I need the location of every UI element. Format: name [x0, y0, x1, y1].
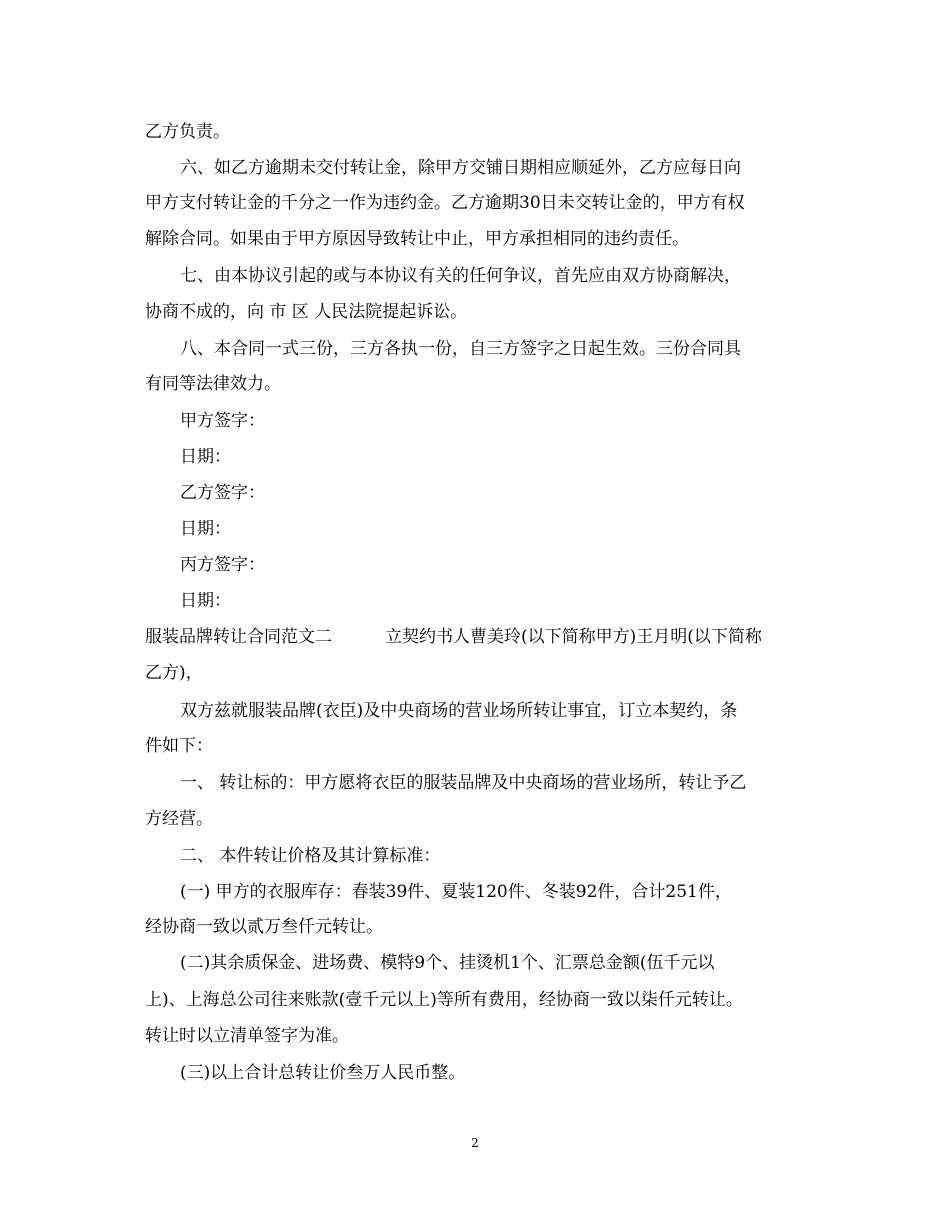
section-title: 服装品牌转让合同范文二: [145, 627, 332, 647]
date-label: 日期：: [180, 591, 231, 611]
text-line: 有同等法律效力。: [145, 374, 281, 394]
date-label: 日期：: [180, 519, 231, 539]
text-line: 转让时以立清单签字为准。: [145, 1026, 349, 1046]
text-line: 件如下：: [145, 736, 213, 756]
text-line: 二、 本件转让价格及其计算标准：: [180, 846, 441, 866]
text-line: 七、由本协议引起的或与本协议有关的任何争议，首先应由双方协商解决，: [180, 266, 741, 286]
date-label: 日期：: [180, 447, 231, 467]
text-line: 一、 转让标的：甲方愿将衣臣的服装品牌及中央商场的营业场所，转让予乙: [180, 773, 747, 793]
signature-label: 乙方签字：: [180, 483, 265, 503]
text-line: (一) 甲方的衣服库存：春装39件、夏装120件、冬装92件，合计251件，: [180, 882, 732, 902]
text-line: 方经营。: [145, 809, 213, 829]
signature-label: 甲方签字：: [180, 411, 265, 431]
text-line: 乙方)，: [145, 663, 203, 683]
page-number: 2: [471, 1136, 479, 1150]
text-line: 经协商一致以贰万叁仟元转让。: [145, 917, 383, 937]
text-line: 乙方负责。: [145, 122, 230, 142]
text-line: (三)以上合计总转让价叁万人民币整。: [180, 1063, 466, 1083]
text-line: 立契约书人曹美玲(以下简称甲方)王月明(以下简称: [385, 627, 762, 647]
text-line: 双方兹就服装品牌(衣臣)及中央商场的营业场所转让事宜，订立本契约，条: [180, 701, 738, 721]
text-line: 六、如乙方逾期未交付转让金，除甲方交铺日期相应顺延外，乙方应每日向: [180, 158, 741, 178]
text-line: 甲方支付转让金的千分之一作为违约金。乙方逾期30日未交转让金的，甲方有权: [145, 193, 745, 213]
text-line: 上)、上海总公司往来账款(壹千元以上)等所有费用，经协商一致以柒仟元转让。: [145, 990, 743, 1010]
text-line: 协商不成的，向 市 区 人民法院提起诉讼。: [145, 302, 468, 322]
text-line: 解除合同。如果由于甲方原因导致转让中止，甲方承担相同的违约责任。: [145, 229, 689, 249]
signature-label: 丙方签字：: [180, 555, 265, 575]
text-line: 八、本合同一式三份，三方各执一份，自三方签字之日起生效。三份合同具: [180, 339, 741, 359]
text-line: (二)其余质保金、进场费、模特9个、挂烫机1个、汇票总金额(伍千元以: [180, 953, 715, 973]
